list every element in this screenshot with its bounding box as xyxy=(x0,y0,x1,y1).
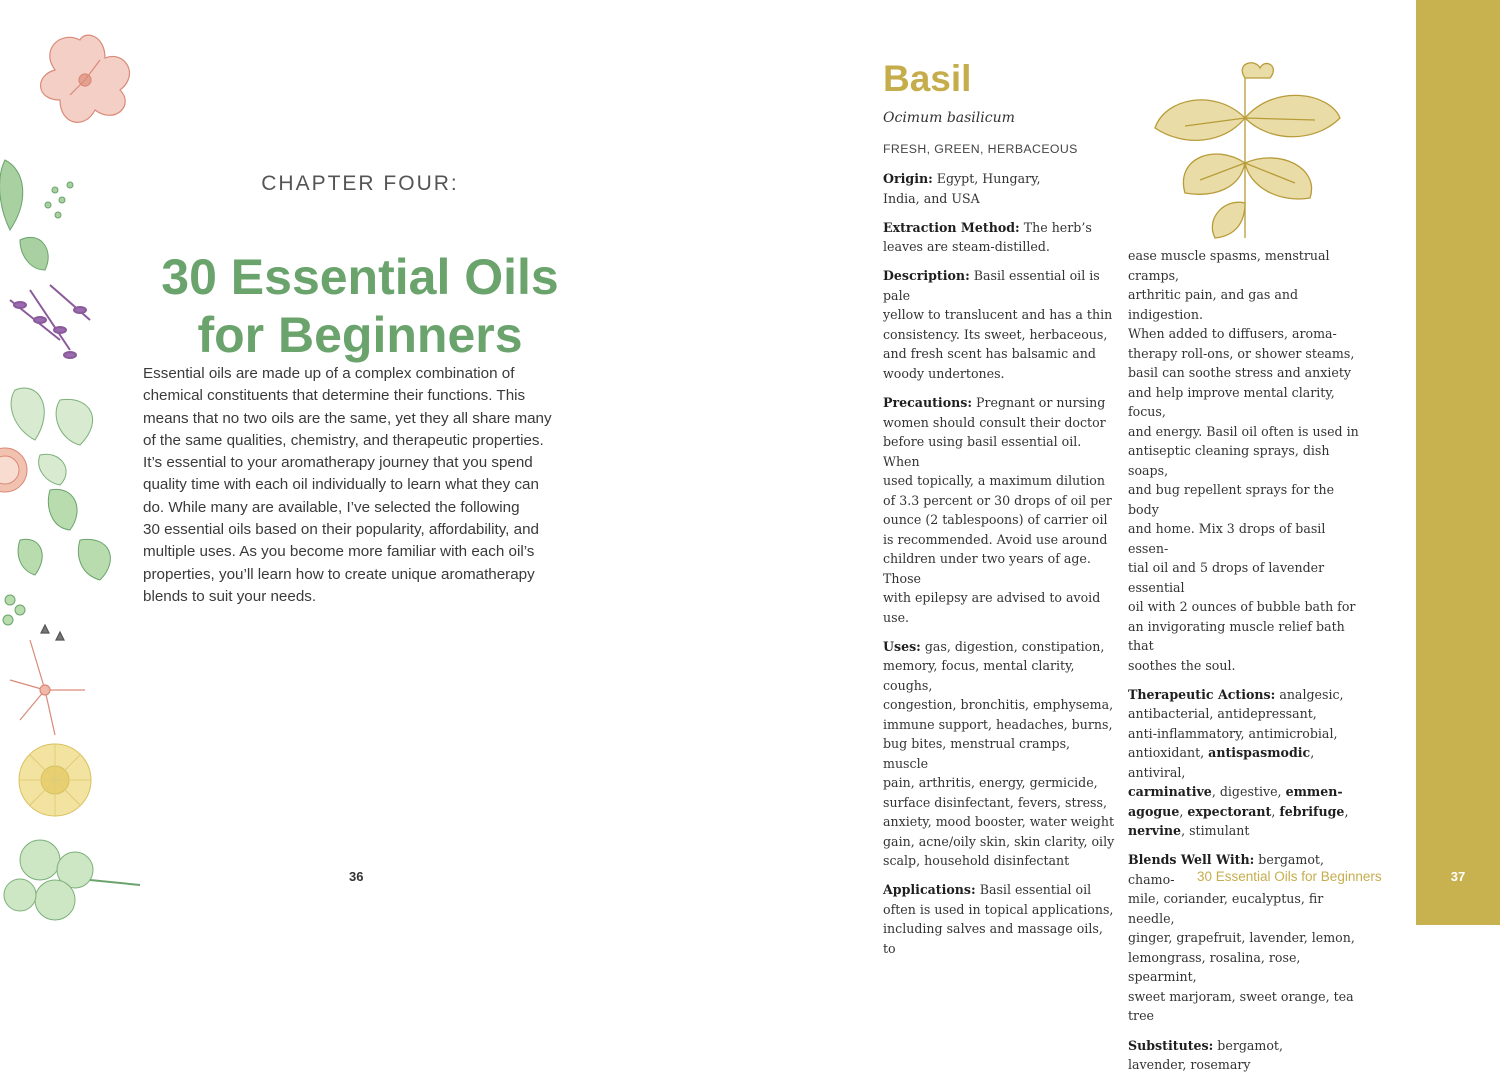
extraction-method-field: Extraction Method: The herb’s leaves are steam-distilled. xyxy=(883,219,1092,255)
applications-continued: ease muscle spasms, menstrual cramps, arthritic pain, and gas and indigestion. When added to diffusers, aroma- therapy roll-ons, or shower steams, basil can soothe stress and anxiety and help improve mental clarity, focus, and energy. Basil oil often is used in antiseptic cleaning sprays, dish soaps, and bug repellent sprays for the body and home. Mix 3 drops of basil essen- tial oil and 5 drops of lavender essential oil with 2 ounces of bubble bath for an invigorating muscle relief bath that soothes the soul. xyxy=(1128,248,1359,673)
precautions-field: Precautions: Pregnant or nursing women should consult their doctor before using basil essential oil. When used topically, a maximum dilution of 3.3 percent or 30 drops of oil per ounce (2 tablespoons) of carrier oil is recommended. Avoid use around children under two years of age. Those with epilepsy are advised to avoid use. xyxy=(883,395,1112,625)
intro-line: 30 essential oils based on their popularity, affordability, and xyxy=(143,521,539,539)
description-field: Description: Basil essential oil is pale yellow to translucent and has a thin consistency. Its sweet, herbaceous, and fresh scent has balsamic and woody undertones. xyxy=(883,268,1113,381)
intro-line: quality time with each oil individually to learn what they can xyxy=(143,476,539,494)
page-number-right: 37 xyxy=(1450,869,1466,884)
substitutes-field: Substitutes: bergamot, lavender, rosemary xyxy=(1128,1037,1283,1073)
citrus-icon xyxy=(0,448,27,492)
page-number-left: 36 xyxy=(349,869,364,884)
hibiscus-icon xyxy=(41,35,130,122)
jasmine-icon xyxy=(10,625,85,735)
left-page xyxy=(0,0,750,925)
gold-edge-band xyxy=(1416,0,1500,925)
chapter-intro-paragraph xyxy=(143,363,573,608)
intro-line: Essential oils are made up of a complex combination of xyxy=(143,365,515,382)
therapeutic-actions-field: Therapeutic Actions: analgesic, antibacterial, antidepressant, anti-inflammatory, antimicrobial, antioxidant, antispasmodic, antiviral, carminative, digestive, emmen- agogue, expectorant, febrifuge, nervine, stimulant xyxy=(1128,686,1349,839)
intro-line: multiple uses. As you become more familiar with each oil’s xyxy=(143,543,535,561)
sunflower-icon xyxy=(19,744,91,816)
intro-line: It’s essential to your aromatherapy journey that you spend xyxy=(143,454,533,472)
chapter-label: CHAPTER FOUR: xyxy=(261,172,459,195)
basil-sprig-icon xyxy=(1145,58,1345,243)
intro-line: properties, you’ll learn how to create unique aromatherapy xyxy=(143,565,535,583)
floral-border-illustration xyxy=(0,0,150,925)
chapter-title-line-1: 30 Essential Oils xyxy=(161,248,559,305)
entry-column-1 xyxy=(883,169,1116,968)
origin-field: Origin: Egypt, Hungary, India, and USA xyxy=(883,171,1041,206)
aroma-descriptors: FRESH, GREEN, HERBACEOUS xyxy=(883,142,1078,156)
entry-column-2 xyxy=(1128,246,1362,1084)
right-page xyxy=(750,0,1500,1073)
oil-entry-title: Basil xyxy=(883,58,972,99)
intro-line: chemical constituents that determine their functions. This xyxy=(143,387,526,405)
chapter-title-line-2: for Beginners xyxy=(197,306,523,363)
running-head: 30 Essential Oils for Beginners xyxy=(1197,869,1382,884)
leaf-sprig-icon xyxy=(0,160,73,270)
chapter-title xyxy=(125,248,595,364)
intro-line: do. While many are available, I’ve selected the following xyxy=(143,498,520,516)
intro-line: means that no two oils are the same, yet they all share many xyxy=(143,409,552,427)
intro-line: blends to suit your needs. xyxy=(143,587,317,605)
intro-line: of the same qualities, chemistry, and therapeutic properties. xyxy=(143,431,544,449)
lavender-icon xyxy=(10,285,90,358)
blends-well-with-field: Blends Well With: bergamot, chamo- mile, coriander, eucalyptus, fir needle, ginger, grapefruit, lavender, lemon, lemongrass, rosalina, rose, spearmint, sweet marjoram, sweet orange, tea tree xyxy=(1128,852,1355,1024)
latin-name: Ocimum basilicum xyxy=(883,110,1015,126)
uses-field: Uses: gas, digestion, constipation, memory, focus, mental clarity, coughs, congestion, bronchitis, emphysema, immune support, headaches, burns, bug bites, menstrual cramps, muscle pain, arthritis, energy, germicide, surface disinfectant, fevers, stress, anxiety, mood booster, water weight gain, acne/oily skin, skin clarity, oily scalp, household disinfectant xyxy=(883,638,1115,869)
geranium-icon xyxy=(3,489,110,625)
applications-field: Applications: Basil essential oil often is used in topical applications, including salves and massage oils, to xyxy=(883,882,1114,956)
geranium-flower-icon xyxy=(4,840,140,920)
